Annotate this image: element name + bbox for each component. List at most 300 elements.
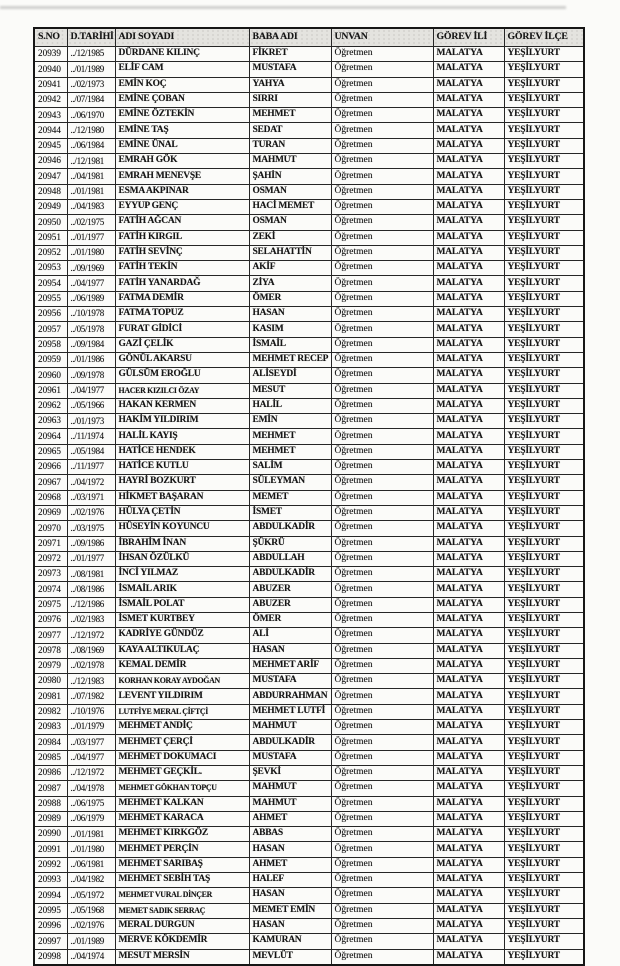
cell-baba-adi: TURAN xyxy=(249,138,331,153)
cell-gorev-ili: MALATYA xyxy=(433,62,504,77)
cell-unvan: Öğretmen xyxy=(331,628,433,643)
cell-sno: 20972 xyxy=(34,551,67,566)
cell-d-tarihi: ../10/1978 xyxy=(67,307,115,322)
cell-adi-soyadi: FURAT GİDİCİ xyxy=(115,322,249,337)
cell-d-tarihi: ../03/1975 xyxy=(67,521,115,536)
cell-gorev-ili: MALATYA xyxy=(433,689,504,704)
cell-d-tarihi: ../11/1974 xyxy=(67,429,115,444)
cell-unvan: Öğretmen xyxy=(331,536,433,551)
cell-gorev-ili: MALATYA xyxy=(433,368,504,383)
cell-sno: 20979 xyxy=(34,658,67,673)
cell-adi-soyadi: EMİNE ÖZTEKİN xyxy=(115,108,249,123)
cell-d-tarihi: ../03/1977 xyxy=(67,735,115,750)
cell-gorev-ili: MALATYA xyxy=(433,475,504,490)
cell-gorev-ilce: YEŞİLYURT xyxy=(504,245,584,260)
cell-gorev-ilce: YEŞİLYURT xyxy=(504,888,584,903)
cell-gorev-ilce: YEŞİLYURT xyxy=(504,215,584,230)
cell-d-tarihi: ../09/1978 xyxy=(67,368,115,383)
cell-gorev-ilce: YEŞİLYURT xyxy=(504,444,584,459)
cell-unvan: Öğretmen xyxy=(331,505,433,520)
cell-baba-adi: HASAN xyxy=(249,888,331,903)
cell-adi-soyadi: FATMA DEMİR xyxy=(115,291,249,306)
cell-adi-soyadi: MEHMET GÖKHAN TOPÇU xyxy=(115,781,249,796)
cell-unvan: Öğretmen xyxy=(331,551,433,566)
cell-adi-soyadi: MEHMET KIRKGÖZ xyxy=(115,827,249,842)
cell-gorev-ili: MALATYA xyxy=(433,322,504,337)
cell-baba-adi: ŞAHİN xyxy=(249,169,331,184)
cell-gorev-ilce: YEŞİLYURT xyxy=(504,291,584,306)
table-row xyxy=(34,261,584,276)
cell-d-tarihi: ../12/1986 xyxy=(67,597,115,612)
cell-sno: 20968 xyxy=(34,490,67,505)
cell-d-tarihi: ../06/1984 xyxy=(67,138,115,153)
cell-d-tarihi: ../11/1977 xyxy=(67,460,115,475)
cell-sno: 20981 xyxy=(34,689,67,704)
cell-adi-soyadi: KADRİYE GÜNDÜZ xyxy=(115,628,249,643)
cell-adi-soyadi: MEHMET DOKUMACI xyxy=(115,750,249,765)
cell-baba-adi: ABDULKADİR xyxy=(249,567,331,582)
cell-adi-soyadi: İSMET KURTBEY xyxy=(115,612,249,627)
cell-gorev-ilce: YEŞİLYURT xyxy=(504,108,584,123)
cell-d-tarihi: ../07/1982 xyxy=(67,689,115,704)
cell-unvan: Öğretmen xyxy=(331,414,433,429)
table-row xyxy=(34,352,584,367)
cell-adi-soyadi: FATMA TOPUZ xyxy=(115,307,249,322)
cell-baba-adi: ABUZER xyxy=(249,582,331,597)
cell-gorev-ilce: YEŞİLYURT xyxy=(504,475,584,490)
cell-baba-adi: ABBAS xyxy=(249,827,331,842)
cell-gorev-ilce: YEŞİLYURT xyxy=(504,903,584,918)
cell-gorev-ili: MALATYA xyxy=(433,949,504,965)
cell-baba-adi: MUSTAFA xyxy=(249,750,331,765)
table-row xyxy=(34,307,584,322)
cell-baba-adi: ABDULLAH xyxy=(249,551,331,566)
cell-baba-adi: HASAN xyxy=(249,918,331,933)
cell-baba-adi: İSMAİL xyxy=(249,337,331,352)
cell-d-tarihi: ../07/1984 xyxy=(67,92,115,107)
cell-d-tarihi: ../08/1981 xyxy=(67,567,115,582)
cell-sno: 20990 xyxy=(34,827,67,842)
cell-gorev-ili: MALATYA xyxy=(433,918,504,933)
cell-sno: 20965 xyxy=(34,444,67,459)
cell-baba-adi: MESUT xyxy=(249,383,331,398)
cell-gorev-ili: MALATYA xyxy=(433,628,504,643)
cell-gorev-ili: MALATYA xyxy=(433,215,504,230)
cell-gorev-ilce: YEŞİLYURT xyxy=(504,261,584,276)
cell-baba-adi: MAHMUT xyxy=(249,781,331,796)
cell-gorev-ilce: YEŞİLYURT xyxy=(504,322,584,337)
cell-d-tarihi: ../06/1975 xyxy=(67,796,115,811)
cell-d-tarihi: ../01/1981 xyxy=(67,827,115,842)
cell-d-tarihi: ../08/1986 xyxy=(67,582,115,597)
cell-baba-adi: OSMAN xyxy=(249,184,331,199)
cell-baba-adi: ŞEVKİ xyxy=(249,765,331,780)
cell-sno: 20961 xyxy=(34,383,67,398)
cell-adi-soyadi: EYYUP GENÇ xyxy=(115,199,249,214)
table-row xyxy=(34,658,584,673)
cell-gorev-ili: MALATYA xyxy=(433,567,504,582)
cell-sno: 20989 xyxy=(34,811,67,826)
cell-adi-soyadi: DÜRDANE KILINÇ xyxy=(115,47,249,62)
cell-gorev-ili: MALATYA xyxy=(433,245,504,260)
table-row xyxy=(34,842,584,857)
cell-sno: 20946 xyxy=(34,154,67,169)
table-row xyxy=(34,276,584,291)
cell-gorev-ilce: YEŞİLYURT xyxy=(504,123,584,138)
table-row xyxy=(34,429,584,444)
table-row xyxy=(34,444,584,459)
cell-unvan: Öğretmen xyxy=(331,949,433,965)
cell-unvan: Öğretmen xyxy=(331,77,433,92)
cell-gorev-ili: MALATYA xyxy=(433,612,504,627)
cell-adi-soyadi: KEMAL DEMİR xyxy=(115,658,249,673)
cell-gorev-ili: MALATYA xyxy=(433,429,504,444)
cell-baba-adi: İSMET xyxy=(249,505,331,520)
personnel-table xyxy=(33,27,585,966)
cell-baba-adi: SELAHATTİN xyxy=(249,245,331,260)
cell-sno: 20940 xyxy=(34,62,67,77)
cell-sno: 20948 xyxy=(34,184,67,199)
cell-d-tarihi: ../04/1978 xyxy=(67,781,115,796)
cell-sno: 20952 xyxy=(34,245,67,260)
cell-unvan: Öğretmen xyxy=(331,199,433,214)
cell-sno: 20998 xyxy=(34,949,67,965)
cell-gorev-ili: MALATYA xyxy=(433,154,504,169)
cell-gorev-ili: MALATYA xyxy=(433,934,504,949)
cell-unvan: Öğretmen xyxy=(331,230,433,245)
cell-unvan: Öğretmen xyxy=(331,184,433,199)
cell-unvan: Öğretmen xyxy=(331,368,433,383)
cell-adi-soyadi: HATİCE KUTLU xyxy=(115,460,249,475)
cell-gorev-ili: MALATYA xyxy=(433,337,504,352)
cell-d-tarihi: ../02/1978 xyxy=(67,658,115,673)
cell-gorev-ili: MALATYA xyxy=(433,108,504,123)
cell-sno: 20960 xyxy=(34,368,67,383)
cell-baba-adi: ALİSEYDİ xyxy=(249,368,331,383)
cell-baba-adi: MEHMET RECEP xyxy=(249,352,331,367)
cell-adi-soyadi: MEHMET SARIBAŞ xyxy=(115,857,249,872)
cell-d-tarihi: ../06/1970 xyxy=(67,108,115,123)
cell-adi-soyadi: HÜLYA ÇETİN xyxy=(115,505,249,520)
cell-unvan: Öğretmen xyxy=(331,398,433,413)
cell-d-tarihi: ../06/1989 xyxy=(67,291,115,306)
cell-baba-adi: SIRRI xyxy=(249,92,331,107)
cell-baba-adi: HALİL xyxy=(249,398,331,413)
cell-sno: 20947 xyxy=(34,169,67,184)
cell-adi-soyadi: EMİNE ÇOBAN xyxy=(115,92,249,107)
cell-d-tarihi: ../01/1977 xyxy=(67,230,115,245)
cell-d-tarihi: ../01/1973 xyxy=(67,414,115,429)
table-row xyxy=(34,811,584,826)
cell-gorev-ilce: YEŞİLYURT xyxy=(504,138,584,153)
table-row xyxy=(34,383,584,398)
table-row xyxy=(34,199,584,214)
cell-sno: 20958 xyxy=(34,337,67,352)
cell-gorev-ilce: YEŞİLYURT xyxy=(504,47,584,62)
cell-gorev-ilce: YEŞİLYURT xyxy=(504,597,584,612)
cell-baba-adi: ÖMER xyxy=(249,291,331,306)
cell-sno: 20974 xyxy=(34,582,67,597)
cell-d-tarihi: ../04/1977 xyxy=(67,383,115,398)
cell-unvan: Öğretmen xyxy=(331,322,433,337)
cell-gorev-ilce: YEŞİLYURT xyxy=(504,612,584,627)
cell-gorev-ili: MALATYA xyxy=(433,674,504,689)
cell-unvan: Öğretmen xyxy=(331,169,433,184)
cell-d-tarihi: ../12/1980 xyxy=(67,123,115,138)
cell-gorev-ilce: YEŞİLYURT xyxy=(504,62,584,77)
cell-gorev-ili: MALATYA xyxy=(433,827,504,842)
table-header-row xyxy=(34,28,584,47)
cell-gorev-ili: MALATYA xyxy=(433,276,504,291)
cell-d-tarihi: ../01/1986 xyxy=(67,352,115,367)
cell-unvan: Öğretmen xyxy=(331,857,433,872)
table-row xyxy=(34,796,584,811)
table-row xyxy=(34,460,584,475)
cell-baba-adi: MEHMET xyxy=(249,444,331,459)
table-row xyxy=(34,322,584,337)
cell-sno: 20954 xyxy=(34,276,67,291)
cell-gorev-ili: MALATYA xyxy=(433,704,504,719)
cell-gorev-ilce: YEŞİLYURT xyxy=(504,429,584,444)
cell-d-tarihi: ../02/1975 xyxy=(67,215,115,230)
cell-gorev-ili: MALATYA xyxy=(433,765,504,780)
cell-baba-adi: MUSTAFA xyxy=(249,674,331,689)
table-row xyxy=(34,628,584,643)
cell-sno: 20986 xyxy=(34,765,67,780)
cell-d-tarihi: ../04/1981 xyxy=(67,169,115,184)
cell-adi-soyadi: MERAL DURGUN xyxy=(115,918,249,933)
cell-d-tarihi: ../02/1983 xyxy=(67,612,115,627)
cell-sno: 20977 xyxy=(34,628,67,643)
col-header-d-tarihi: D.TARİHİ xyxy=(67,28,115,47)
cell-baba-adi: MAHMUT xyxy=(249,720,331,735)
cell-unvan: Öğretmen xyxy=(331,337,433,352)
cell-adi-soyadi: GÜLSÜM EROĞLU xyxy=(115,368,249,383)
cell-gorev-ili: MALATYA xyxy=(433,230,504,245)
cell-adi-soyadi: HİKMET BAŞARAN xyxy=(115,490,249,505)
cell-gorev-ilce: YEŞİLYURT xyxy=(504,842,584,857)
cell-adi-soyadi: EMİN KOÇ xyxy=(115,77,249,92)
cell-gorev-ilce: YEŞİLYURT xyxy=(504,811,584,826)
table-row xyxy=(34,536,584,551)
cell-sno: 20976 xyxy=(34,612,67,627)
cell-baba-adi: MEHMET xyxy=(249,108,331,123)
cell-gorev-ili: MALATYA xyxy=(433,597,504,612)
cell-unvan: Öğretmen xyxy=(331,47,433,62)
col-header-gorev-ili: GÖREV İLİ xyxy=(433,28,504,47)
cell-adi-soyadi: GÖNÜL AKARSU xyxy=(115,352,249,367)
table-row xyxy=(34,873,584,888)
cell-adi-soyadi: LEVENT YILDIRIM xyxy=(115,689,249,704)
table-row xyxy=(34,720,584,735)
cell-gorev-ili: MALATYA xyxy=(433,873,504,888)
cell-d-tarihi: ../04/1974 xyxy=(67,949,115,965)
cell-unvan: Öğretmen xyxy=(331,643,433,658)
cell-gorev-ili: MALATYA xyxy=(433,352,504,367)
table-row xyxy=(34,92,584,107)
table-row xyxy=(34,781,584,796)
cell-d-tarihi: ../12/1985 xyxy=(67,47,115,62)
cell-baba-adi: ZİYA xyxy=(249,276,331,291)
cell-gorev-ilce: YEŞİLYURT xyxy=(504,92,584,107)
cell-sno: 20943 xyxy=(34,108,67,123)
cell-gorev-ilce: YEŞİLYURT xyxy=(504,582,584,597)
cell-adi-soyadi: FATİH TEKİN xyxy=(115,261,249,276)
cell-sno: 20953 xyxy=(34,261,67,276)
cell-adi-soyadi: HALİL KAYIŞ xyxy=(115,429,249,444)
col-header-sno: S.NO xyxy=(34,28,67,47)
table-row xyxy=(34,337,584,352)
cell-unvan: Öğretmen xyxy=(331,873,433,888)
cell-baba-adi: MEMET EMİN xyxy=(249,903,331,918)
cell-adi-soyadi: MEHMET ÇERÇİ xyxy=(115,735,249,750)
cell-gorev-ilce: YEŞİLYURT xyxy=(504,750,584,765)
cell-gorev-ili: MALATYA xyxy=(433,47,504,62)
cell-unvan: Öğretmen xyxy=(331,903,433,918)
cell-gorev-ilce: YEŞİLYURT xyxy=(504,230,584,245)
cell-d-tarihi: ../04/1983 xyxy=(67,199,115,214)
cell-gorev-ilce: YEŞİLYURT xyxy=(504,567,584,582)
cell-gorev-ilce: YEŞİLYURT xyxy=(504,918,584,933)
col-header-baba-adi: BABA ADI xyxy=(249,28,331,47)
cell-baba-adi: ZEKİ xyxy=(249,230,331,245)
cell-baba-adi: YAHYA xyxy=(249,77,331,92)
cell-adi-soyadi: ELİF CAM xyxy=(115,62,249,77)
cell-d-tarihi: ../12/1983 xyxy=(67,674,115,689)
cell-sno: 20944 xyxy=(34,123,67,138)
cell-gorev-ilce: YEŞİLYURT xyxy=(504,184,584,199)
cell-sno: 20942 xyxy=(34,92,67,107)
table-row xyxy=(34,674,584,689)
cell-d-tarihi: ../06/1981 xyxy=(67,857,115,872)
cell-gorev-ili: MALATYA xyxy=(433,521,504,536)
cell-baba-adi: AHMET xyxy=(249,811,331,826)
cell-sno: 20962 xyxy=(34,398,67,413)
cell-gorev-ilce: YEŞİLYURT xyxy=(504,827,584,842)
table-row xyxy=(34,62,584,77)
cell-unvan: Öğretmen xyxy=(331,750,433,765)
cell-unvan: Öğretmen xyxy=(331,92,433,107)
cell-gorev-ilce: YEŞİLYURT xyxy=(504,735,584,750)
cell-baba-adi: SEDAT xyxy=(249,123,331,138)
cell-gorev-ilce: YEŞİLYURT xyxy=(504,536,584,551)
cell-adi-soyadi: İNCİ YILMAZ xyxy=(115,567,249,582)
table-row xyxy=(34,918,584,933)
cell-gorev-ili: MALATYA xyxy=(433,398,504,413)
cell-sno: 20996 xyxy=(34,918,67,933)
cell-gorev-ili: MALATYA xyxy=(433,444,504,459)
table-row xyxy=(34,612,584,627)
cell-sno: 20985 xyxy=(34,750,67,765)
cell-gorev-ilce: YEŞİLYURT xyxy=(504,873,584,888)
scan-artifact-streak xyxy=(0,6,566,9)
cell-gorev-ilce: YEŞİLYURT xyxy=(504,689,584,704)
cell-gorev-ili: MALATYA xyxy=(433,796,504,811)
table-row xyxy=(34,765,584,780)
cell-sno: 20980 xyxy=(34,674,67,689)
cell-gorev-ili: MALATYA xyxy=(433,291,504,306)
cell-baba-adi: SÜLEYMAN xyxy=(249,475,331,490)
cell-unvan: Öğretmen xyxy=(331,138,433,153)
table-row xyxy=(34,108,584,123)
cell-adi-soyadi: HAKİM YILDIRIM xyxy=(115,414,249,429)
cell-d-tarihi: ../01/1979 xyxy=(67,720,115,735)
cell-sno: 20945 xyxy=(34,138,67,153)
cell-baba-adi: MEMET xyxy=(249,490,331,505)
table-row xyxy=(34,77,584,92)
cell-gorev-ilce: YEŞİLYURT xyxy=(504,337,584,352)
cell-sno: 20997 xyxy=(34,934,67,949)
cell-unvan: Öğretmen xyxy=(331,307,433,322)
table-row xyxy=(34,567,584,582)
table-row xyxy=(34,368,584,383)
cell-gorev-ili: MALATYA xyxy=(433,811,504,826)
cell-unvan: Öğretmen xyxy=(331,934,433,949)
cell-baba-adi: KAMURAN xyxy=(249,934,331,949)
cell-d-tarihi: ../05/1984 xyxy=(67,444,115,459)
table-row xyxy=(34,903,584,918)
cell-unvan: Öğretmen xyxy=(331,796,433,811)
cell-d-tarihi: ../12/1981 xyxy=(67,154,115,169)
cell-unvan: Öğretmen xyxy=(331,765,433,780)
cell-baba-adi: HASAN xyxy=(249,842,331,857)
cell-sno: 20994 xyxy=(34,888,67,903)
cell-baba-adi: MAHMUT xyxy=(249,154,331,169)
cell-baba-adi: KASIM xyxy=(249,322,331,337)
cell-d-tarihi: ../02/1973 xyxy=(67,77,115,92)
table-row xyxy=(34,521,584,536)
cell-adi-soyadi: MEHMET KARACA xyxy=(115,811,249,826)
cell-sno: 20970 xyxy=(34,521,67,536)
cell-d-tarihi: ../02/1976 xyxy=(67,918,115,933)
table-row xyxy=(34,154,584,169)
cell-gorev-ili: MALATYA xyxy=(433,460,504,475)
cell-unvan: Öğretmen xyxy=(331,689,433,704)
cell-unvan: Öğretmen xyxy=(331,444,433,459)
table-row xyxy=(34,169,584,184)
cell-gorev-ilce: YEŞİLYURT xyxy=(504,674,584,689)
cell-adi-soyadi: EMRAH GÖK xyxy=(115,154,249,169)
cell-baba-adi: OSMAN xyxy=(249,215,331,230)
cell-unvan: Öğretmen xyxy=(331,827,433,842)
cell-unvan: Öğretmen xyxy=(331,429,433,444)
cell-unvan: Öğretmen xyxy=(331,276,433,291)
cell-adi-soyadi: KAYA ALTIKULAÇ xyxy=(115,643,249,658)
table-row xyxy=(34,414,584,429)
cell-baba-adi: HASAN xyxy=(249,643,331,658)
cell-d-tarihi: ../05/1966 xyxy=(67,398,115,413)
cell-gorev-ili: MALATYA xyxy=(433,383,504,398)
cell-adi-soyadi: MESUT MERSİN xyxy=(115,949,249,965)
cell-unvan: Öğretmen xyxy=(331,704,433,719)
table-row xyxy=(34,582,584,597)
cell-unvan: Öğretmen xyxy=(331,720,433,735)
cell-unvan: Öğretmen xyxy=(331,490,433,505)
cell-sno: 20967 xyxy=(34,475,67,490)
cell-d-tarihi: ../01/1980 xyxy=(67,842,115,857)
cell-sno: 20964 xyxy=(34,429,67,444)
cell-gorev-ili: MALATYA xyxy=(433,490,504,505)
cell-gorev-ili: MALATYA xyxy=(433,720,504,735)
cell-baba-adi: HASAN xyxy=(249,307,331,322)
cell-adi-soyadi: İHSAN ÖZÜLKÜ xyxy=(115,551,249,566)
cell-adi-soyadi: MEHMET GEÇKİL. xyxy=(115,765,249,780)
cell-adi-soyadi: MEHMET KALKAN xyxy=(115,796,249,811)
cell-gorev-ilce: YEŞİLYURT xyxy=(504,77,584,92)
table-row xyxy=(34,643,584,658)
cell-adi-soyadi: EMİNE ÜNAL xyxy=(115,138,249,153)
cell-d-tarihi: ../05/1968 xyxy=(67,903,115,918)
